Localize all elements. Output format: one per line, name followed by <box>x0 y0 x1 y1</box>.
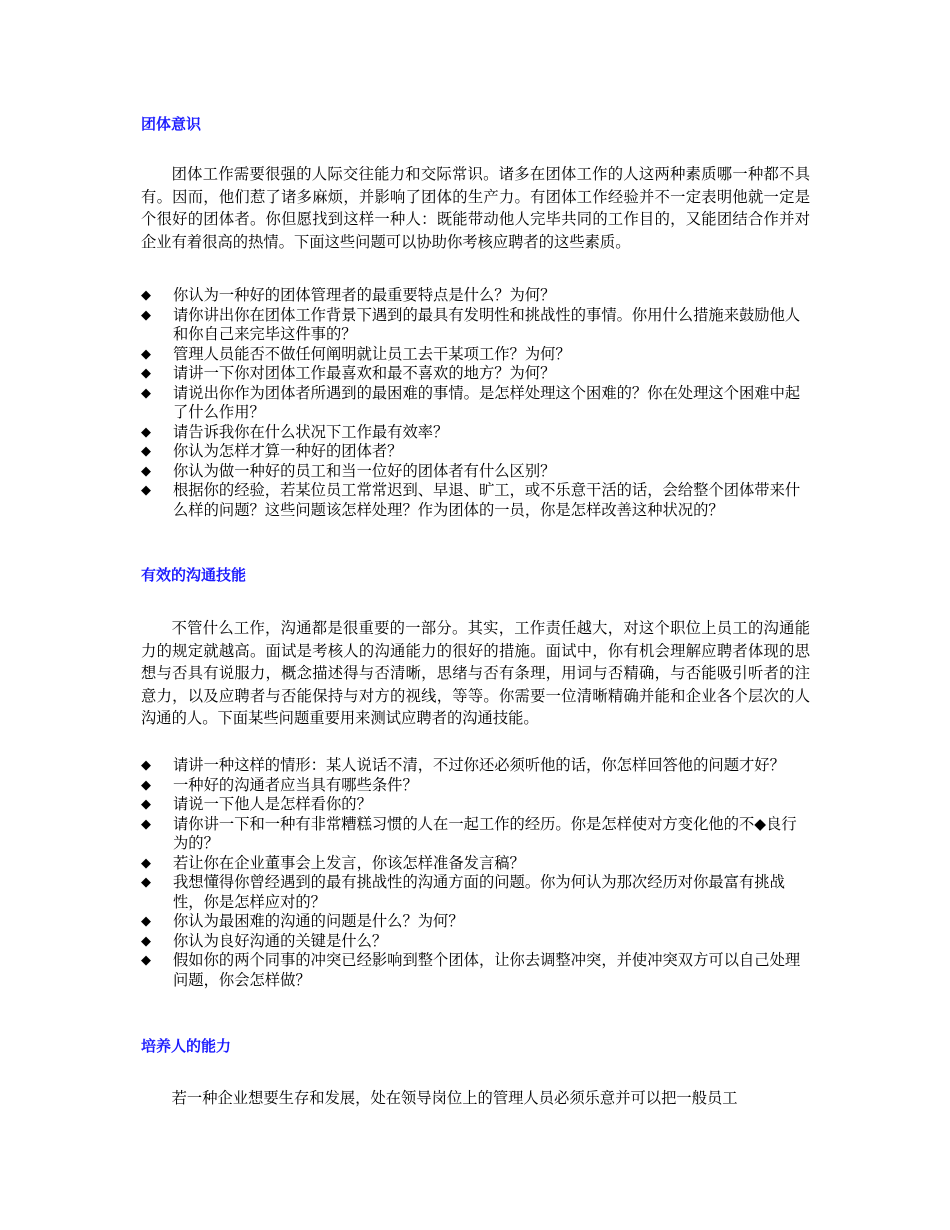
section-paragraph-people-development: 若一种企业想要生存和发展，处在领导岗位上的管理人员必须乐意并可以把一般员工 <box>171 1089 738 1107</box>
diamond-bullet-icon: ◆ <box>141 483 151 498</box>
diamond-bullet-icon: ◆ <box>141 758 151 773</box>
list-item-text: 你认为一种好的团体管理者的最重要特点是什么？为何？ <box>173 286 556 304</box>
list-item-text: 请你讲出你在团体工作背景下遇到的最具有发明性和挑战性的事情。你用什么措施来鼓励他人和你自己来完毕这件事的？ <box>173 305 801 343</box>
list-item-text: 管理人员能否不做任何阐明就让员工去干某项工作？为何？ <box>173 344 571 363</box>
list-item-text: 你认为做一种好的员工和当一位好的团体者有什么区别？ <box>173 461 556 480</box>
diamond-bullet-icon: ◆ <box>141 933 151 949</box>
list-item <box>141 345 810 365</box>
diamond-bullet-icon: ◆ <box>141 307 151 323</box>
list-item-text: 你认为最困难的沟通的问题是什么？为何？ <box>173 912 464 930</box>
diamond-bullet-icon: ◆ <box>141 444 151 459</box>
question-list-team-spirit <box>141 286 810 520</box>
list-item-text: 请你讲一下和一种有非常糟糕习惯的人在一起工作的经历。你是怎样使对方变化他的不◆良行为的？ <box>173 814 797 852</box>
diamond-bullet-icon: ◆ <box>141 855 151 871</box>
diamond-bullet-icon: ◆ <box>141 953 151 968</box>
section-heading-people-development: 培养人的能力 <box>141 1037 232 1055</box>
list-item-text: 我想懂得你曾经遇到的最有挑战性的沟通方面的问题。你为何认为那次经历对你最富有挑战性，你是怎样应对的？ <box>173 873 785 911</box>
list-item <box>141 364 810 384</box>
list-item-text: 你认为良好沟通的关键是什么？ <box>173 931 388 950</box>
list-item-text: 根据你的经验，若某位员工常常迟到、早退、旷工，或不乐意干活的话，会给整个团体带来什么样的问题？这些问题该怎样处理？作为团体的一员，你是怎样改善这种状况的？ <box>173 481 801 519</box>
list-item <box>141 306 810 345</box>
list-item <box>141 776 810 796</box>
list-item <box>141 423 810 443</box>
diamond-bullet-icon: ◆ <box>141 346 151 362</box>
list-item <box>141 384 810 423</box>
list-item <box>141 932 810 952</box>
diamond-bullet-icon: ◆ <box>141 777 151 793</box>
list-item <box>141 481 810 520</box>
list-item <box>141 951 810 990</box>
diamond-bullet-icon: ◆ <box>141 914 151 929</box>
list-item-text: 请讲一下你对团体工作最喜欢和最不喜欢的地方？为何？ <box>173 364 556 382</box>
diamond-bullet-icon: ◆ <box>141 463 151 479</box>
list-item-text: 若让你在企业董事会上发言，你该怎样准备发言稿？ <box>173 853 525 872</box>
diamond-bullet-icon: ◆ <box>141 816 151 832</box>
list-item <box>141 462 810 482</box>
section-paragraph-communication: 不管什么工作，沟通都是很重要的一部分。其实，工作责任越大，对这个职位上员工的沟通能力的规定就越高。面试是考核人的沟通能力的很好的措施。面试中，你有机会理解应聘者体现的思想与否具有说服力，概念描述得与否清晰，思绪与否有条理，用词与否精确，与否能吸引听者的注意力，以及应聘者与否能保持与对方的视线，等等。你需要一位清晰精确并能和企业各个层次的人沟通的人。下面某些问题重要用来测试应聘者的沟通技能。 <box>141 619 810 727</box>
list-item <box>141 912 810 932</box>
list-item-text: 请告诉我你在什么状况下工作最有效率？ <box>173 422 449 441</box>
section-paragraph-team-spirit: 团体工作需要很强的人际交往能力和交际常识。诸多在团体工作的人这两种素质哪一种都不具有。因而，他们惹了诸多麻烦，并影响了团体的生产力。有团体工作经验并不一定表明他就一定是个很好的团体者。你但愿找到这样一种人：既能带动他人完毕共同的工作目的，又能团结合作并对企业有着很高的热情。下面这些问题可以协助你考核应聘者的这些素质。 <box>141 165 810 251</box>
list-item <box>141 854 810 874</box>
list-item-text: 请说一下他人是怎样看你的？ <box>173 795 372 813</box>
list-item-text: 请讲一种这样的情形：某人说话不清，不过你还必须听他的话，你怎样回答他的问题才好？ <box>173 756 785 774</box>
list-item-text: 请说出你作为团体者所遇到的最困难的事情。是怎样处理这个困难的？你在处理这个困难中起了什么作用？ <box>173 383 801 421</box>
list-item <box>141 873 810 912</box>
diamond-bullet-icon: ◆ <box>141 875 151 890</box>
diamond-bullet-icon: ◆ <box>141 424 151 440</box>
section-heading-communication: 有效的沟通技能 <box>141 566 247 584</box>
diamond-bullet-icon: ◆ <box>141 366 151 381</box>
list-item-text: 一种好的沟通者应当具有哪些条件？ <box>173 775 418 794</box>
list-item <box>141 286 810 306</box>
diamond-bullet-icon: ◆ <box>141 797 151 812</box>
list-item <box>141 442 810 462</box>
list-item-text: 假如你的两个同事的冲突已经影响到整个团体，让你去调整冲突，并使冲突双方可以自己处理问题，你会怎样做？ <box>173 951 801 989</box>
diamond-bullet-icon: ◆ <box>141 385 151 401</box>
question-list-communication <box>141 756 810 990</box>
list-item-text: 你认为怎样才算一种好的团体者？ <box>173 442 403 460</box>
list-item <box>141 795 810 815</box>
diamond-bullet-icon: ◆ <box>141 288 151 303</box>
section-heading-team-spirit: 团体意识 <box>141 115 202 133</box>
list-item <box>141 756 810 776</box>
list-item <box>141 815 810 854</box>
